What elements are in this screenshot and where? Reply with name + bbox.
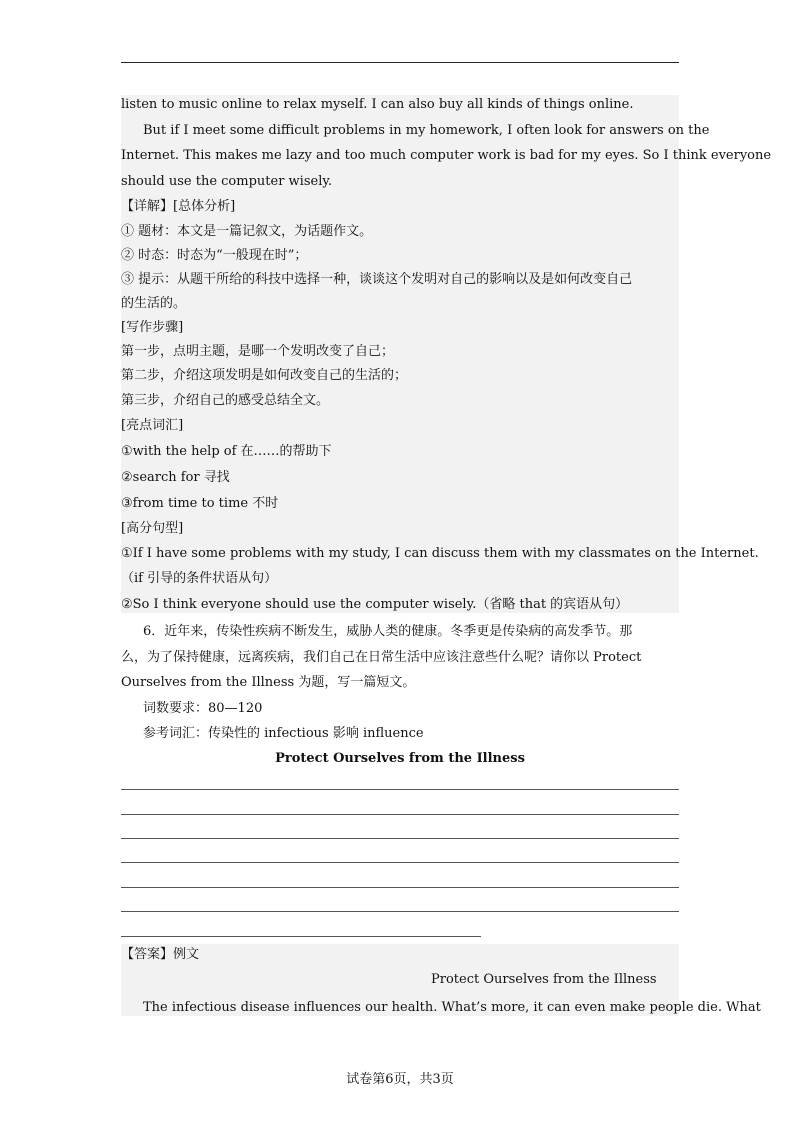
writing-line[interactable] xyxy=(121,789,679,790)
writing-line[interactable] xyxy=(121,862,679,863)
question-line: 6．近年来，传染性疾病不断发生，威胁人类的健康。冬季更是传染病的高发季节。那 xyxy=(143,624,633,639)
question-line: Ourselves from the Illness 为题，写一篇短文。 xyxy=(121,675,416,690)
question-line: 么，为了保持健康，远离疾病，我们自己在日常生活中应该注意些什么呢？请你以 Protect xyxy=(121,650,642,665)
text-line: ① 题材：本文是一篇记叙文，为话题作文。 xyxy=(121,224,373,239)
reference-vocabulary: 参考词汇：传染性的 infectious 影响 influence xyxy=(143,726,424,741)
answer-text-line: The infectious disease influences our health. What’s more, it can even make people die. What xyxy=(143,1000,761,1015)
text-line: ①with the help of 在……的帮助下 xyxy=(121,444,332,459)
word-count-requirement: 词数要求：80—120 xyxy=(143,701,263,716)
text-line: listen to music online to relax myself. I can also buy all kinds of things online. xyxy=(121,97,634,112)
text-line: 第三步，介绍自己的感受总结全文。 xyxy=(121,393,330,408)
text-line: 第一步，点明主题，是哪一个发明改变了自己； xyxy=(121,344,395,359)
essay-title: Protect Ourselves from the Illness xyxy=(275,751,525,766)
writing-line[interactable] xyxy=(121,936,481,937)
text-line: ③from time to time 不时 xyxy=(121,496,279,511)
section-heading: [写作步骤] xyxy=(121,320,184,335)
text-line: Internet. This makes me lazy and too much computer work is bad for my eyes. So I think everyone xyxy=(121,148,772,163)
answer-title: Protect Ourselves from the Illness xyxy=(431,972,657,987)
section-heading: [高分句型] xyxy=(121,521,184,536)
text-line: ②search for 寻找 xyxy=(121,470,230,485)
section-heading: [亮点词汇] xyxy=(121,418,184,433)
text-line: 第二步，介绍这项发明是如何改变自己的生活的； xyxy=(121,368,408,383)
text-line: ①If I have some problems with my study, I can discuss them with my classmates on the Internet. xyxy=(121,546,759,561)
page-footer: 试卷第6页，共3页 xyxy=(346,1072,454,1087)
text-line: ② 时态：时态为“一般现在时”； xyxy=(121,248,308,263)
text-line: （if 引导的条件状语从句） xyxy=(121,571,278,586)
section-heading: 【详解】[总体分析] xyxy=(121,199,236,214)
text-line: But if I meet some difficult problems in my homework, I often look for answers on the xyxy=(143,123,710,138)
text-line: ②So I think everyone should use the computer wisely.（省略 that 的宾语从句） xyxy=(121,597,629,612)
text-line: should use the computer wisely. xyxy=(121,174,333,189)
writing-line[interactable] xyxy=(121,814,679,815)
text-line: 的生活的。 xyxy=(121,296,187,311)
header-rule xyxy=(121,62,679,63)
answer-label: 【答案】例文 xyxy=(121,947,200,962)
writing-line[interactable] xyxy=(121,887,679,888)
writing-line[interactable] xyxy=(121,838,679,839)
writing-line[interactable] xyxy=(121,911,679,912)
text-line: ③ 提示：从题干所给的科技中选择一种，谈谈这个发明对自己的影响以及是如何改变自己 xyxy=(121,272,633,287)
